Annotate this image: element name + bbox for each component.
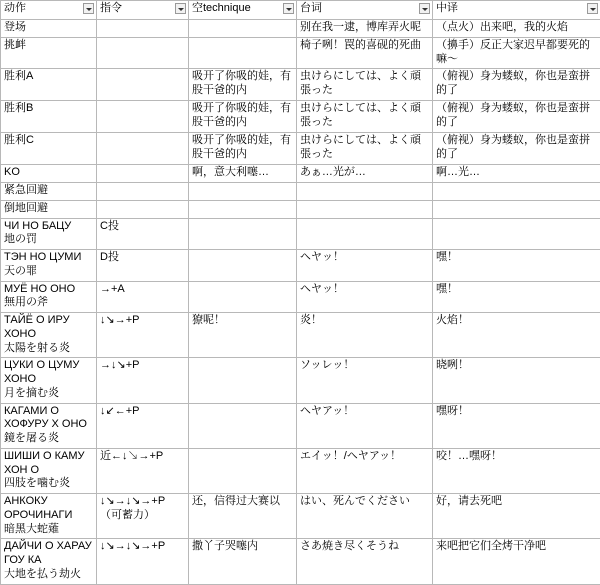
column-header-translation-label: 中译 (436, 2, 458, 14)
cell-line: 虫けらにしては、よく頑張った (297, 101, 433, 133)
cell-translation: 嘿！ (433, 281, 600, 313)
filter-dropdown-icon-translation[interactable] (587, 3, 598, 14)
cell-command: ↓↘→↓↘→+P （可蓄力） (97, 494, 189, 539)
cell-line (297, 218, 433, 250)
cell-line: はい、死んでください (297, 494, 433, 539)
cell-line: 虫けらにしては、よく頑張った (297, 133, 433, 165)
cell-air (189, 358, 297, 403)
table-row[interactable] (1, 101, 600, 133)
cell-action-sub: 暗黑大蛇薙 (4, 523, 93, 537)
cell-action: 胜利B (1, 101, 97, 133)
column-header-command[interactable] (97, 1, 189, 20)
cell-command: ↓↙←+P (97, 403, 189, 448)
cell-line: 别在我一逮，博库弄火呢 (297, 20, 433, 38)
cell-action: ТЭН НО ЦУМИ 天の罪 (1, 250, 97, 282)
cell-command-sub: （可蓄力） (100, 509, 185, 523)
column-header-action[interactable] (1, 1, 97, 20)
cell-translation (433, 200, 600, 218)
column-header-translation[interactable] (433, 1, 600, 20)
cell-action: ДАЙЧИ О ХАРАУ ГОУ КА 大地を払う劫火 (1, 539, 97, 584)
cell-action-sub: 四肢を噛む炎 (4, 477, 93, 491)
table-row[interactable] (1, 200, 600, 218)
cell-translation: 嘿！ (433, 250, 600, 282)
cell-action: 登场 (1, 20, 97, 38)
table-row[interactable] (1, 218, 600, 250)
cell-command: ↓↘→↓↘→+P (97, 539, 189, 584)
cell-command: ↓↘→+P (97, 313, 189, 358)
cell-translation: 火焰！ (433, 313, 600, 358)
table-row[interactable] (1, 403, 600, 448)
cell-action: АНКОКУ ОРОЧИНАГИ 暗黑大蛇薙 (1, 494, 97, 539)
cell-action: ЧИ НО БАЦУ 地の罚 (1, 218, 97, 250)
cell-command: 近←↓↘→+P (97, 448, 189, 493)
cell-action: 胜利A (1, 69, 97, 101)
cell-air: 还，信得过大赛以 (189, 494, 297, 539)
cell-air (189, 183, 297, 201)
cell-action: 胜利C (1, 133, 97, 165)
cell-air (189, 20, 297, 38)
cell-command (97, 165, 189, 183)
column-header-line-label: 台词 (300, 2, 322, 14)
cell-command (97, 183, 189, 201)
cell-air: 吸开了你吸的娃，有股干爸的内 (189, 101, 297, 133)
cell-air (189, 218, 297, 250)
table-row[interactable] (1, 494, 600, 539)
cell-command: C投 (97, 218, 189, 250)
cell-command (97, 101, 189, 133)
cell-translation: （俯视）身为蝼蚁，你也是蛮拼的了 (433, 69, 600, 101)
cell-air (189, 200, 297, 218)
cell-action: ЦУКИ О ЦУМУ ХОНО 月を摘む炎 (1, 358, 97, 403)
cell-command (97, 69, 189, 101)
cell-action: КАГАМИ О ХОФУРУ Х ОНО 鏡を屠る炎 (1, 403, 97, 448)
table-row[interactable] (1, 250, 600, 282)
cell-translation: 好，请去死吧 (433, 494, 600, 539)
column-header-air-label: 空technique (192, 2, 251, 14)
cell-translation: 晓咧！ (433, 358, 600, 403)
cell-line (297, 183, 433, 201)
table-row[interactable] (1, 281, 600, 313)
cell-line: 炎！ (297, 313, 433, 358)
cell-action: 倒地回避 (1, 200, 97, 218)
cell-action-sub: 天の罪 (4, 265, 93, 279)
cell-command (97, 20, 189, 38)
cell-line: ヘヤッ！ (297, 281, 433, 313)
table-row[interactable] (1, 133, 600, 165)
column-header-action-label: 动作 (4, 2, 26, 14)
cell-translation: 啊…光… (433, 165, 600, 183)
column-header-air[interactable] (189, 1, 297, 20)
table-row[interactable] (1, 183, 600, 201)
column-header-command-label: 指令 (100, 2, 122, 14)
cell-action-sub: 鏡を屠る炎 (4, 432, 93, 446)
cell-action: 挑衅 (1, 37, 97, 69)
cell-translation: 嘿呀！ (433, 403, 600, 448)
cell-line: エイッ！/ヘヤアッ！ (297, 448, 433, 493)
cell-translation: （俯视）身为蝼蚁，你也是蛮拼的了 (433, 133, 600, 165)
cell-command: →+A (97, 281, 189, 313)
cell-air (189, 281, 297, 313)
cell-line: 虫けらにしては、よく頑張った (297, 69, 433, 101)
cell-command: →↓↘+P (97, 358, 189, 403)
cell-action: KO (1, 165, 97, 183)
cell-translation: 咬！…嘿呀！ (433, 448, 600, 493)
cell-air: 啊，意大利噻… (189, 165, 297, 183)
cell-command (97, 133, 189, 165)
cell-action-sub: 大地を払う劫火 (4, 568, 93, 582)
cell-air: 獠呢！ (189, 313, 297, 358)
filter-dropdown-icon-action[interactable] (83, 3, 94, 14)
cell-action-sub: 太陽を射る炎 (4, 342, 93, 356)
cell-air: 吸开了你吸的娃，有股干爸的内 (189, 133, 297, 165)
cell-line: あぁ…光が… (297, 165, 433, 183)
cell-air (189, 37, 297, 69)
filter-dropdown-icon-command[interactable] (175, 3, 186, 14)
cell-translation: 来吧把它们全烤干净吧 (433, 539, 600, 584)
filter-dropdown-icon-line[interactable] (419, 3, 430, 14)
cell-translation: （点火）出来吧，我的火焰 (433, 20, 600, 38)
table-row[interactable] (1, 69, 600, 101)
cell-action: 紧急回避 (1, 183, 97, 201)
column-header-line[interactable] (297, 1, 433, 20)
cell-action-sub: 地の罚 (4, 233, 93, 247)
table-row[interactable] (1, 313, 600, 358)
table-row[interactable] (1, 165, 600, 183)
cell-translation: （擤手）反正大家迟早都要死的嘛～ (433, 37, 600, 69)
cell-command (97, 200, 189, 218)
cell-air (189, 250, 297, 282)
cell-action: ШИШИ О КАМУ ХОН О 四肢を噛む炎 (1, 448, 97, 493)
cell-air: 撒丫子哭噻内 (189, 539, 297, 584)
cell-air (189, 448, 297, 493)
cell-action: МУЁ НО ОНО 無用の斧 (1, 281, 97, 313)
header-row (1, 1, 600, 20)
cell-action: ТАЙЁ О ИРУ ХОНО 太陽を射る炎 (1, 313, 97, 358)
cell-line: ヘヤッ！ (297, 250, 433, 282)
cell-translation: （俯视）身为蝼蚁，你也是蛮拼的了 (433, 101, 600, 133)
table-row[interactable] (1, 20, 600, 38)
filter-dropdown-icon-air[interactable] (283, 3, 294, 14)
table-header (1, 1, 600, 20)
cell-air: 吸开了你吸的娃，有股干爸的内 (189, 69, 297, 101)
cell-action-sub: 無用の斧 (4, 296, 93, 310)
table-row[interactable] (1, 358, 600, 403)
cell-line: さあ焼き尽くそうね (297, 539, 433, 584)
cell-action-sub: 月を摘む炎 (4, 387, 93, 401)
cell-line (297, 200, 433, 218)
cell-command (97, 37, 189, 69)
table-row[interactable] (1, 448, 600, 493)
cell-line: 椅子咧！罠的喜砚的死曲 (297, 37, 433, 69)
cell-translation (433, 218, 600, 250)
table-row[interactable] (1, 37, 600, 69)
table-body (1, 20, 600, 585)
cell-air (189, 403, 297, 448)
cell-translation (433, 183, 600, 201)
table-row[interactable] (1, 539, 600, 584)
cell-line: ソッレッ！ (297, 358, 433, 403)
cell-line: ヘヤアッ！ (297, 403, 433, 448)
cell-command: D投 (97, 250, 189, 282)
